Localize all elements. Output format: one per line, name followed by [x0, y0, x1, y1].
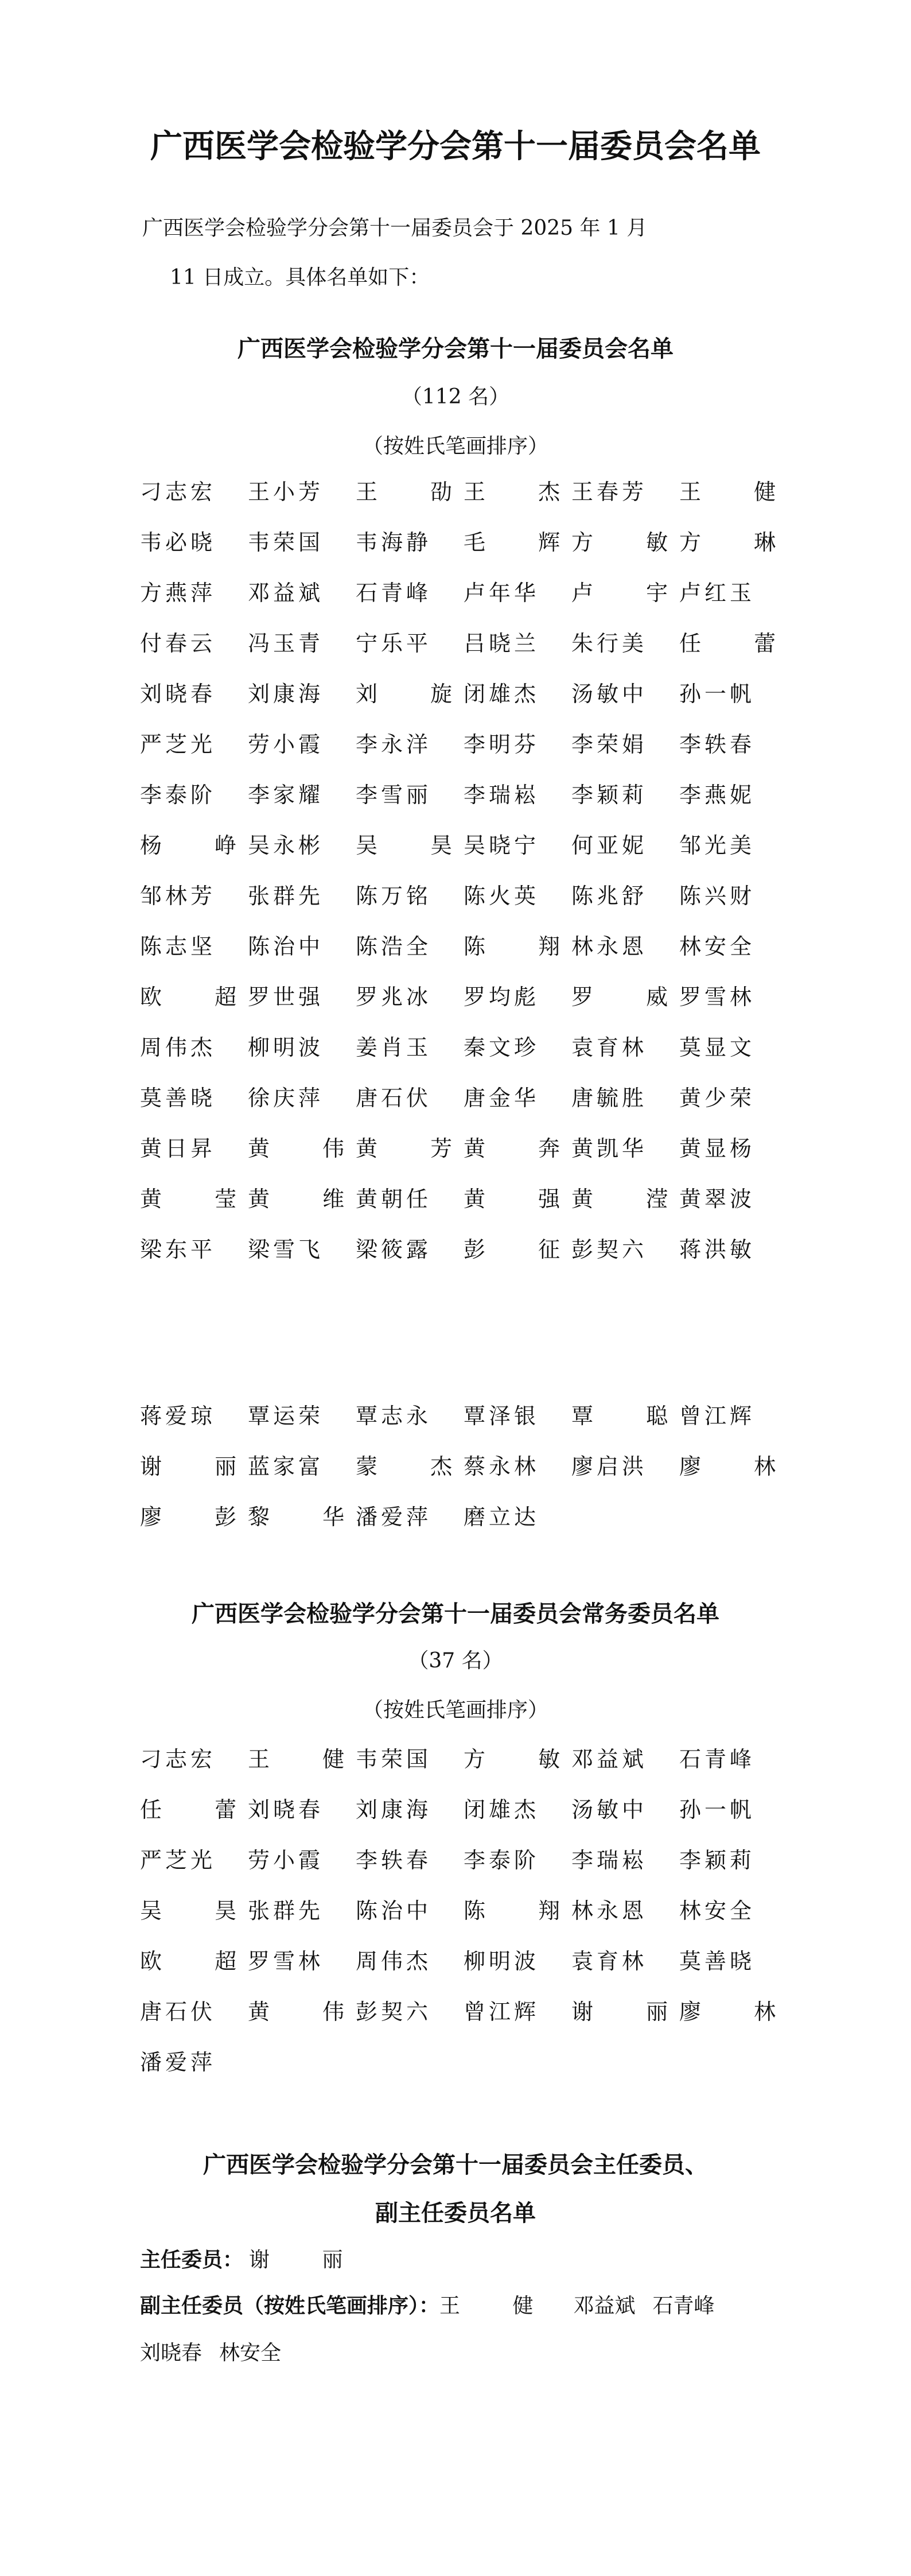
member-name: 覃志永	[356, 1403, 432, 1429]
member-name: 罗雪林	[679, 984, 756, 1010]
vice-chair-row	[140, 2296, 715, 2317]
member-name: 梁东平	[140, 1237, 216, 1262]
member-name: 邹光美	[679, 833, 756, 858]
member-name: 严芝光	[140, 1848, 216, 1873]
member-name: 林安全	[679, 934, 756, 959]
member-name: 唐毓胜	[571, 1085, 648, 1111]
member-name: 韦海静	[356, 530, 432, 555]
member-name: 覃 聪	[571, 1403, 691, 1429]
member-name: 汤敏中	[571, 681, 648, 707]
member-name: 李瑞崧	[571, 1848, 648, 1873]
member-name: 林永恩	[571, 1898, 648, 1923]
member-name: 韦必晓	[140, 530, 216, 555]
member-name: 闭雄杰	[464, 1797, 540, 1822]
member-name: 李雪丽	[356, 782, 432, 808]
member-name: 欧 超	[140, 984, 260, 1010]
member-name: 蒙 杰	[356, 1454, 476, 1479]
member-name: 陈火英	[464, 883, 540, 909]
member-name: 李颖莉	[571, 782, 648, 808]
standing-order-note: （按姓氏笔画排序）	[362, 1698, 548, 1722]
member-name: 吴晓宁	[464, 833, 540, 858]
member-name: 任 蕾	[140, 1797, 260, 1822]
member-name: 黄翠波	[679, 1186, 756, 1212]
member-name: 罗均彪	[464, 984, 540, 1010]
member-name: 黄凯华	[571, 1136, 648, 1161]
member-name: 罗世强	[248, 984, 324, 1010]
member-name: 谢 丽	[140, 1454, 260, 1479]
member-name: 刁志宏	[140, 479, 216, 505]
member-name: 袁育林	[571, 1035, 648, 1060]
member-name: 黄 维	[248, 1186, 368, 1212]
member-name: 欧 超	[140, 1949, 260, 1974]
member-name: 莫善晓	[140, 1085, 216, 1111]
member-name: 蔡永林	[464, 1454, 540, 1479]
member-name: 秦文珍	[464, 1035, 540, 1060]
member-name: 方 琳	[679, 530, 799, 555]
member-name: 徐庆萍	[248, 1085, 324, 1111]
member-name: 张群先	[248, 1898, 324, 1923]
intro-line-1: 广西医学会检验学分会第十一届委员会于 2025 年 1 月	[142, 216, 648, 240]
member-name: 王 健	[248, 1747, 368, 1772]
member-name: 石青峰	[356, 580, 432, 606]
member-name: 磨立达	[464, 1504, 540, 1530]
member-name: 卢年华	[464, 580, 540, 606]
member-name: 吴 昊	[356, 833, 476, 858]
member-name: 孙一帆	[679, 1797, 756, 1822]
document-title: 广西医学会检验学分会第十一届委员会名单	[150, 128, 761, 165]
member-name: 陈 翔	[464, 934, 583, 959]
member-name: 杨 峥	[140, 833, 260, 858]
member-name: 李燕妮	[679, 782, 756, 808]
member-name: 黄 伟	[248, 1999, 368, 2024]
member-name: 陈治中	[356, 1898, 432, 1923]
member-name: 蓝家富	[248, 1454, 324, 1479]
member-name: 曾江辉	[679, 1403, 756, 1429]
member-name: 柳明波	[248, 1035, 324, 1060]
member-name: 蒋洪敏	[679, 1237, 756, 1262]
member-name: 罗雪林	[248, 1949, 324, 1974]
member-name: 柳明波	[464, 1949, 540, 1974]
member-name: 王春芳	[571, 479, 648, 505]
member-name: 林安全	[679, 1898, 756, 1923]
member-name: 刘晓春	[140, 681, 216, 707]
member-name: 方 敏	[464, 1747, 583, 1772]
member-name: 潘爱萍	[356, 1504, 432, 1530]
vice-chair-name: 王 健	[439, 2294, 556, 2318]
member-name: 卢 宇	[571, 580, 691, 606]
chair-name: 谢 丽	[249, 2248, 366, 2272]
member-name: 方 敏	[571, 530, 691, 555]
member-name: 邹林芳	[140, 883, 216, 909]
member-name: 黄朝任	[356, 1186, 432, 1212]
member-name: 唐石伏	[356, 1085, 432, 1111]
member-name: 卢红玉	[679, 580, 756, 606]
member-name: 邓益斌	[571, 1747, 648, 1772]
member-name: 邓益斌	[248, 580, 324, 606]
member-name: 曾江辉	[464, 1999, 540, 2024]
member-name: 汤敏中	[571, 1797, 648, 1822]
member-name: 周伟杰	[356, 1949, 432, 1974]
member-name: 冯玉青	[248, 631, 324, 656]
member-name: 周伟杰	[140, 1035, 216, 1060]
member-name: 莫善晓	[679, 1949, 756, 1974]
members-heading: 广西医学会检验学分会第十一届委员会名单	[238, 336, 673, 362]
member-name: 潘爱萍	[140, 2050, 216, 2075]
member-name: 廖启洪	[571, 1454, 648, 1479]
member-name: 罗兆冰	[356, 984, 432, 1010]
intro-line-2: 11 日成立。具体名单如下：	[170, 266, 430, 289]
member-name: 林永恩	[571, 934, 648, 959]
member-name: 唐石伏	[140, 1999, 216, 2024]
member-name: 任 蕾	[679, 631, 799, 656]
member-name: 陈浩全	[356, 934, 432, 959]
member-name: 何亚妮	[571, 833, 648, 858]
chair-label: 主任委员：	[140, 2248, 244, 2272]
member-name: 黄 伟	[248, 1136, 368, 1161]
member-name: 黄 莹	[140, 1186, 260, 1212]
member-name: 刘 旋	[356, 681, 476, 707]
member-name: 朱行美	[571, 631, 648, 656]
members-order-note: （按姓氏笔画排序）	[362, 434, 548, 458]
member-name: 姜肖玉	[356, 1035, 432, 1060]
member-name: 罗 威	[571, 984, 691, 1010]
member-name: 廖 林	[679, 1454, 799, 1479]
member-name: 付春云	[140, 631, 216, 656]
member-name: 陈治中	[248, 934, 324, 959]
members-count: （112 名）	[401, 385, 510, 409]
member-name: 黄日昇	[140, 1136, 216, 1161]
member-name: 彭契六	[356, 1999, 432, 2024]
member-name: 李永洋	[356, 732, 432, 757]
vice-chair-name: 刘晓春	[140, 2341, 203, 2365]
member-name: 吴 昊	[140, 1898, 260, 1923]
member-name: 李瑞崧	[464, 782, 540, 808]
member-name: 谢 丽	[571, 1999, 691, 2024]
member-name: 蒋爱琼	[140, 1403, 216, 1429]
member-name: 莫显文	[679, 1035, 756, 1060]
members-name-grid-part1	[140, 479, 799, 1289]
member-name: 彭契六	[571, 1237, 648, 1262]
vice-chair-label: 副主任委员（按姓氏笔画排序）：	[140, 2294, 440, 2318]
member-name: 刘晓春	[248, 1797, 324, 1822]
member-name: 韦荣国	[248, 530, 324, 555]
member-name: 陈兆舒	[571, 883, 648, 909]
chair-row	[140, 2250, 365, 2271]
member-name: 李颖莉	[679, 1848, 756, 1873]
vice-chair-name: 石青峰	[652, 2294, 715, 2318]
members-name-grid-part2	[140, 1403, 799, 1557]
member-name: 陈万铭	[356, 883, 432, 909]
vice-chair-row-2	[140, 2343, 281, 2364]
member-name: 王 杰	[464, 479, 583, 505]
member-name: 李泰阶	[464, 1848, 540, 1873]
member-name: 李轶春	[356, 1848, 432, 1873]
member-name: 吕晓兰	[464, 631, 540, 656]
member-name: 韦荣国	[356, 1747, 432, 1772]
chairs-heading-line-1: 广西医学会检验学分会第十一届委员会主任委员、	[203, 2152, 708, 2178]
member-name: 黄 芳	[356, 1136, 476, 1161]
member-name: 黄显杨	[679, 1136, 756, 1161]
member-name: 吴永彬	[248, 833, 324, 858]
member-name: 李泰阶	[140, 782, 216, 808]
member-name: 孙一帆	[679, 681, 756, 707]
member-name: 梁雪飞	[248, 1237, 324, 1262]
member-name: 黄 滢	[571, 1186, 691, 1212]
member-name: 袁育林	[571, 1949, 648, 1974]
member-name: 陈兴财	[679, 883, 756, 909]
member-name: 石青峰	[679, 1747, 756, 1772]
member-name: 劳小霞	[248, 732, 324, 757]
member-name: 宁乐平	[356, 631, 432, 656]
vice-chair-name: 林安全	[219, 2341, 282, 2365]
member-name: 方燕萍	[140, 580, 216, 606]
member-name: 李明芬	[464, 732, 540, 757]
member-name: 黄 强	[464, 1186, 583, 1212]
member-name: 闭雄杰	[464, 681, 540, 707]
vice-chair-name: 邓益斌	[573, 2294, 636, 2318]
member-name: 劳小霞	[248, 1848, 324, 1873]
chairs-heading-line-2: 副主任委员名单	[375, 2200, 536, 2226]
member-name: 毛 辉	[464, 530, 583, 555]
member-name: 覃泽银	[464, 1403, 540, 1429]
member-name: 梁筱露	[356, 1237, 432, 1262]
member-name: 陈 翔	[464, 1898, 583, 1923]
member-name: 王 劭	[356, 479, 476, 505]
member-name: 李家耀	[248, 782, 324, 808]
member-name: 李轶春	[679, 732, 756, 757]
member-name: 廖 彭	[140, 1504, 260, 1530]
standing-count: （37 名）	[408, 1649, 503, 1673]
member-name: 黎 华	[248, 1504, 368, 1530]
member-name: 李荣娟	[571, 732, 648, 757]
member-name: 王小芳	[248, 479, 324, 505]
member-name: 黄少荣	[679, 1085, 756, 1111]
member-name: 陈志坚	[140, 934, 216, 959]
member-name: 刁志宏	[140, 1747, 216, 1772]
member-name: 唐金华	[464, 1085, 540, 1111]
member-name: 廖 林	[679, 1999, 799, 2024]
member-name: 覃运荣	[248, 1403, 324, 1429]
member-name: 刘康海	[356, 1797, 432, 1822]
standing-name-grid	[140, 1747, 799, 2102]
member-name: 刘康海	[248, 681, 324, 707]
member-name: 彭 征	[464, 1237, 583, 1262]
member-name: 王 健	[679, 479, 799, 505]
standing-heading: 广西医学会检验学分会第十一届委员会常务委员名单	[192, 1601, 719, 1627]
member-name: 黄 奔	[464, 1136, 583, 1161]
member-name: 严芝光	[140, 732, 216, 757]
member-name: 张群先	[248, 883, 324, 909]
